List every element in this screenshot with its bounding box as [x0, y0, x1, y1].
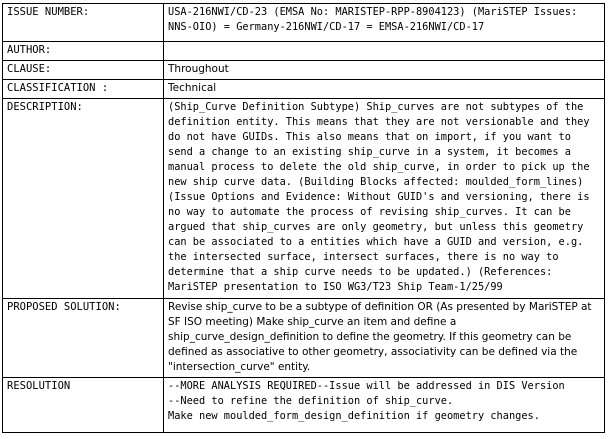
row-description: [3, 99, 605, 299]
classification-label: CLASSIFICATION :: [3, 80, 164, 99]
issue-number-value: USA-216NWI/CD-23 (EMSA No: MARISTEP-RPP-8904123) (MariSTEP Issues: NNS-OIO) = Germany-216NWI/CD-17 = EMSA-216NWI/CD-17: [164, 4, 605, 42]
issue-number-label: ISSUE NUMBER:: [3, 4, 164, 42]
resolution-value: [164, 378, 605, 433]
issue-table: [2, 3, 605, 433]
description-label: DESCRIPTION:: [3, 99, 164, 299]
row-resolution: [3, 378, 605, 433]
row-issue-number: [3, 4, 605, 42]
row-clause: [3, 61, 605, 80]
resolution-line: Make new moulded_form_design_definition if geometry changes.: [168, 410, 540, 422]
row-proposed-solution: [3, 299, 605, 378]
author-value: [164, 42, 605, 61]
classification-value: Technical: [164, 80, 605, 99]
proposed-solution-value: Revise ship_curve to be a subtype of definition OR (As presented by MariSTEP at SF ISO meeting) Make ship_curve an item and define a ship_curve_design_definition to define the geometry. If this geometry can be defined as associative to other geometry, associativity can be defined via the "intersection_curve" entity.: [164, 299, 605, 378]
author-label: AUTHOR:: [3, 42, 164, 61]
resolution-line: --MORE ANALYSIS REQUIRED--Issue will be addressed in DIS Version: [168, 380, 565, 392]
clause-value: Throughout: [164, 61, 605, 80]
issue-document: [2, 3, 605, 433]
clause-label: CLAUSE:: [3, 61, 164, 80]
description-value: (Ship_Curve Definition Subtype) Ship_curves are not subtypes of the definition entity. This means that they are not versionable and they do not have GUIDs. This also means that on import, if you want to send a change to an existing ship_curve in a system, it becomes a manual process to delete the old ship_curve, in order to pick up the new ship curve data. (Building Blocks affected: moulded_form_lines) (Issue Options and Evidence: Without GUID's and versioning, there is no way to automate the process of revising ship_curves. It can be argued that ship_curves are only geometry, but unless this geometry can be associated to a entities which have a GUID and version, e.g. the intersected surface, intersect surfaces, there is no way to determine that a ship curve needs to be updated.) (References: MariSTEP presentation to ISO WG3/T23 Ship Team-1/25/99: [164, 99, 605, 299]
row-classification: [3, 80, 605, 99]
proposed-solution-label: PROPOSED SOLUTION:: [3, 299, 164, 378]
row-author: [3, 42, 605, 61]
resolution-label: RESOLUTION: [3, 378, 164, 433]
resolution-line: --Need to refine the definition of ship_curve.: [168, 395, 454, 407]
